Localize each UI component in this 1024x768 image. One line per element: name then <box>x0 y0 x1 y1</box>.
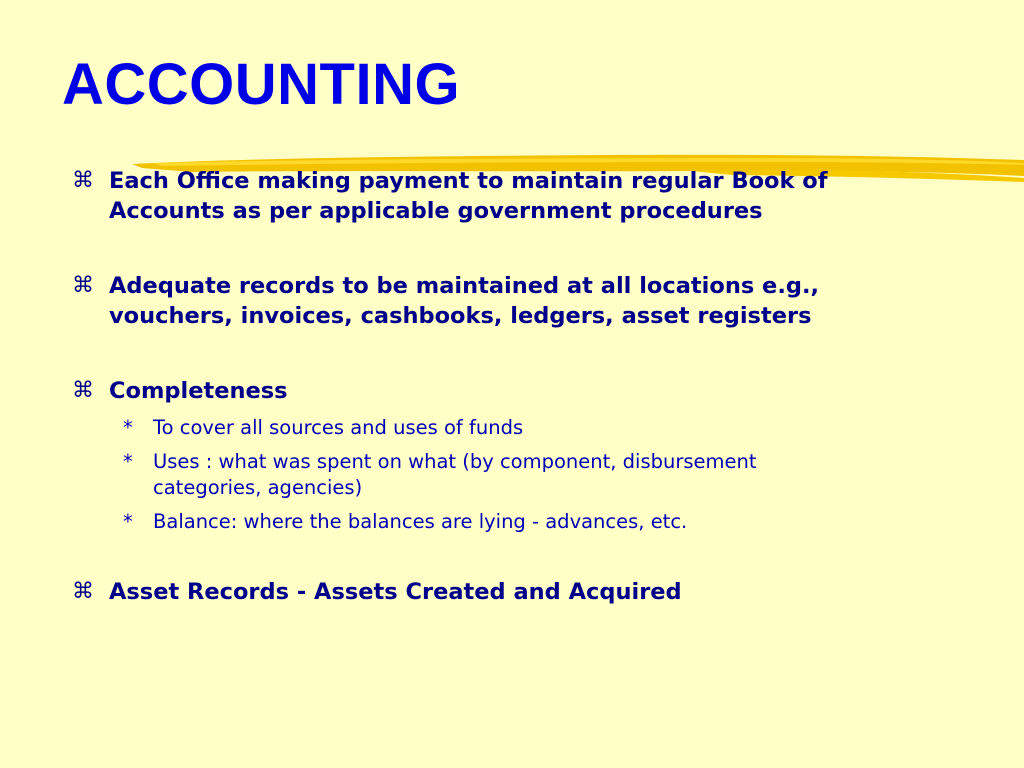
bullet-item <box>72 577 682 607</box>
asterisk-icon: * <box>123 510 133 533</box>
command-key-icon: ⌘ <box>72 579 94 604</box>
sub-bullet-text-line: Uses : what was spent on what (by component, disbursement <box>153 450 757 473</box>
command-key-icon: ⌘ <box>72 378 94 403</box>
bullet-text-line: Accounts as per applicable government procedures <box>109 198 763 224</box>
bullet-item <box>72 271 819 331</box>
sub-bullet-item <box>123 415 523 441</box>
bullet-text-line: vouchers, invoices, cashbooks, ledgers, asset registers <box>109 303 812 329</box>
command-key-icon: ⌘ <box>72 168 94 193</box>
bullet-text-line: Each Office making payment to maintain regular Book of <box>109 168 828 194</box>
command-key-icon: ⌘ <box>72 273 94 298</box>
bullet-text-line: Adequate records to be maintained at all locations e.g., <box>109 273 820 299</box>
sub-bullet-text-line: categories, agencies) <box>153 476 363 499</box>
bullet-text-line: Asset Records - Assets Created and Acquired <box>109 579 682 605</box>
slide-title: ACCOUNTING <box>62 52 461 117</box>
sub-bullet-text-line: To cover all sources and uses of funds <box>153 416 524 439</box>
bullet-item <box>72 166 828 226</box>
sub-bullet-item <box>123 509 687 535</box>
asterisk-icon: * <box>123 416 133 439</box>
bullet-item <box>72 376 288 406</box>
sub-bullet-text-line: Balance: where the balances are lying - advances, etc. <box>153 510 688 533</box>
bullet-text-line: Completeness <box>109 378 288 404</box>
asterisk-icon: * <box>123 450 133 473</box>
sub-bullet-item <box>123 449 757 501</box>
